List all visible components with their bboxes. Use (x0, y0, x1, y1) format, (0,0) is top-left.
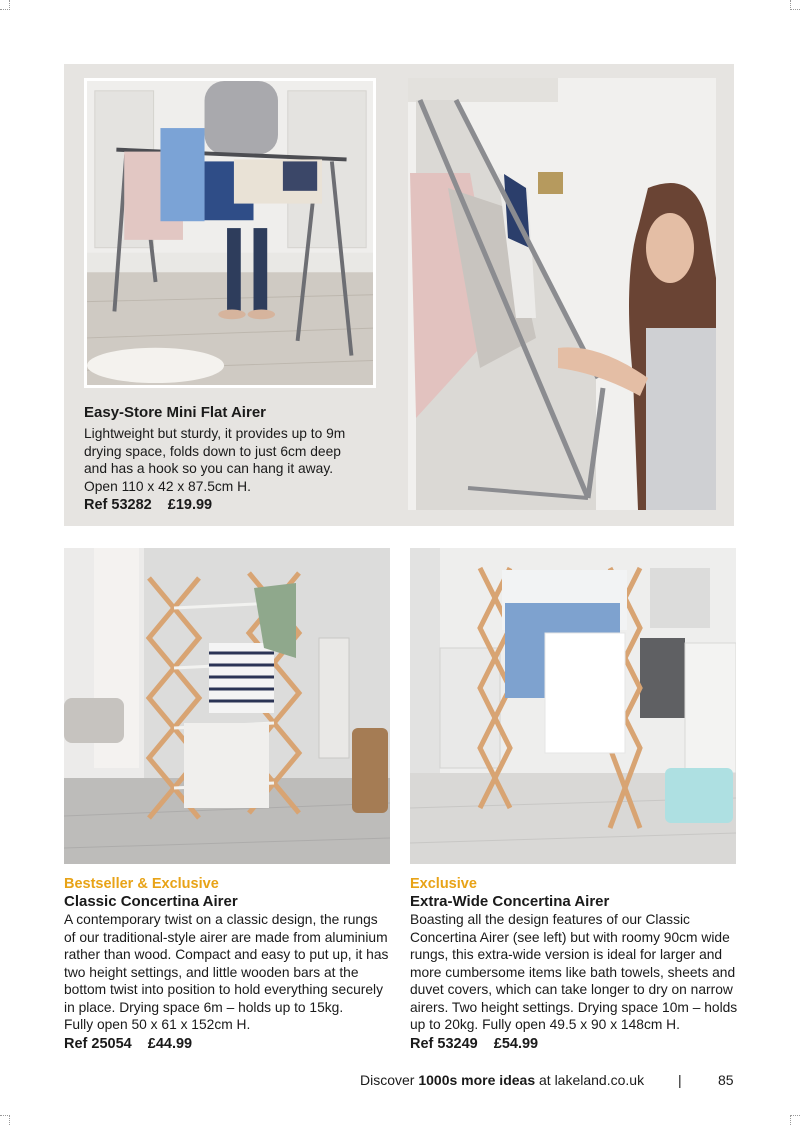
price: £19.99 (167, 497, 213, 513)
description-line: rather than wood. Compact and easy to put up, it has (64, 947, 389, 962)
footer-highlight: 1000s more ideas (418, 1072, 536, 1088)
description-line: more cumbersome items like bath towels, sheets and (410, 964, 736, 980)
ref-number: Ref 53282 (84, 497, 152, 513)
footer-website[interactable]: at lakeland.co.uk (535, 1072, 645, 1088)
ref-number: Ref 25054 (64, 1035, 132, 1052)
product-description (64, 911, 394, 1034)
crop-mark-top-right (790, 0, 800, 10)
price: £54.99 (493, 1035, 539, 1052)
description-line: of our traditional-style airer are made from aluminium (64, 929, 388, 945)
footer-prefix: Discover (360, 1072, 419, 1088)
mini-flat-airer-copy (84, 404, 384, 514)
product-description (410, 911, 740, 1034)
wall-hung-airer-photo (408, 78, 716, 510)
description-line: in place. Drying space 6m – holds up to 15kg. (64, 999, 344, 1015)
description-line: Open 110 x 42 x 87.5cm H. (84, 478, 251, 494)
description-line: bottom twist into position to hold everything securely (64, 982, 384, 997)
page-footer (360, 1071, 740, 1089)
product-title: Classic Concertina Airer (64, 893, 238, 910)
footer-separator: | (678, 1072, 682, 1088)
description-line: Boasting all the design features of our Classic (410, 912, 690, 927)
description-line: drying space, folds down to just 6cm deep (84, 443, 341, 459)
extra-wide-concertina-airer-copy (410, 876, 740, 1053)
description-line: A contemporary twist on a classic design, the rungs (64, 912, 378, 927)
description-line: airers. Two height settings. Drying space 10m – holds (410, 999, 738, 1015)
description-line: Concertina Airer (see left) but with roomy 90cm wide (410, 929, 730, 945)
classic-concertina-airer-photo (64, 548, 390, 864)
extra-wide-concertina-airer-photo (410, 548, 736, 864)
description-line: and has a hook so you can hang it away. (84, 461, 334, 476)
ref-and-price (64, 1035, 394, 1053)
product-title: Easy-Store Mini Flat Airer (84, 404, 266, 421)
ref-number: Ref 53249 (410, 1035, 478, 1052)
product-badge: Exclusive (410, 876, 477, 892)
product-description (84, 425, 384, 495)
crop-mark-top-left (0, 0, 10, 10)
description-line: rungs, this extra-wide version is ideal for larger and (410, 947, 723, 962)
price: £44.99 (147, 1035, 193, 1052)
description-line: up to 20kg. Fully open 49.5 x 90 x 148cm H. (410, 1017, 680, 1032)
classic-concertina-airer-copy (64, 876, 394, 1053)
crop-mark-bottom-right (790, 1115, 800, 1125)
mini-flat-airer-photo (84, 78, 376, 388)
description-line: duvet covers, which can take longer to dry on narrow (410, 982, 733, 997)
product-badge: Bestseller & Exclusive (64, 876, 219, 892)
description-line: two height settings, and little wooden bars at the (64, 964, 359, 980)
product-title: Extra-Wide Concertina Airer (410, 893, 610, 910)
page-number: 85 (718, 1072, 734, 1088)
crop-mark-bottom-left (0, 1115, 10, 1125)
description-line: Fully open 50 x 61 x 152cm H. (64, 1017, 251, 1032)
description-line: Lightweight but sturdy, it provides up to 9m (84, 426, 346, 441)
ref-and-price (410, 1035, 740, 1053)
ref-and-price (84, 496, 384, 514)
